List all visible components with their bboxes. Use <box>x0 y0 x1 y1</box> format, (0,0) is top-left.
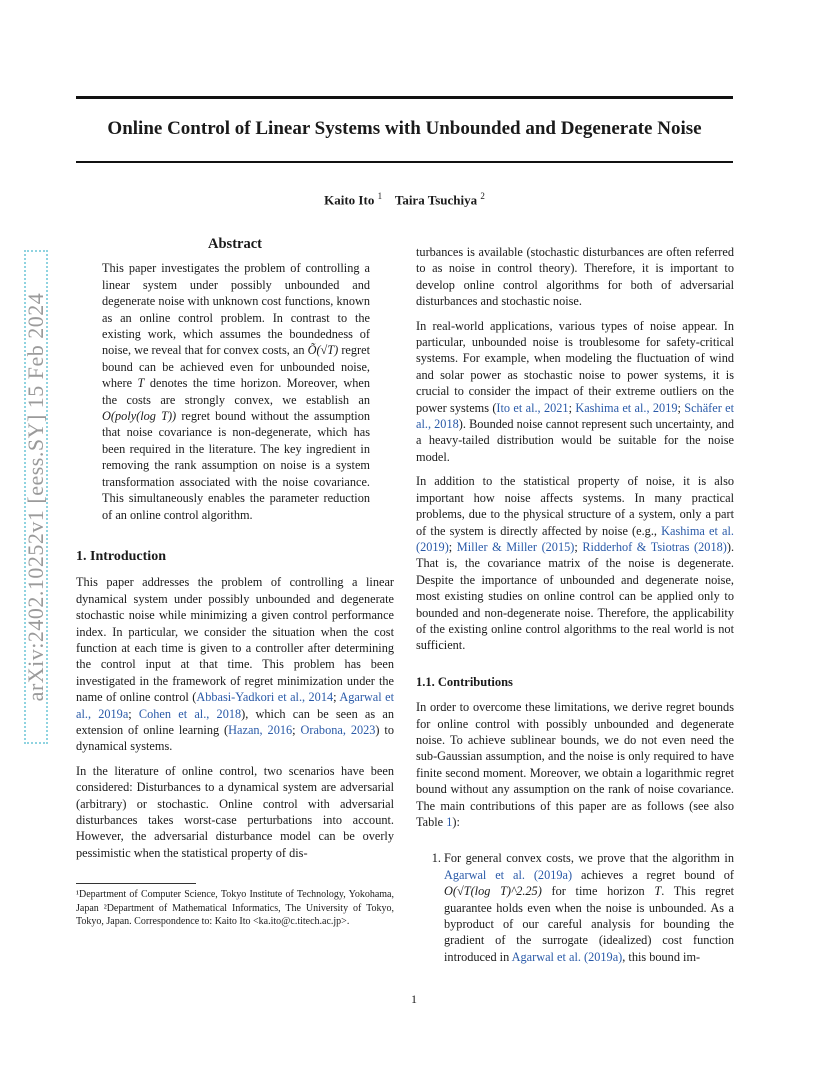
paragraph-text: For general convex costs, we prove that the algorithm in <box>444 851 734 866</box>
subsection-heading-contributions: 1.1. Contributions <box>416 674 513 689</box>
abstract-text: denotes the time horizon. Moreover, when the costs are strongly convex, we establish an <box>102 376 370 407</box>
title-bottom-rule <box>76 161 733 163</box>
separator: ; <box>677 400 685 415</box>
page-number: 1 <box>411 992 417 1006</box>
author-affiliation-mark: 2 <box>480 191 485 201</box>
abstract-text: This paper investigates the problem of controlling a linear system under possibly unbounded and degenerate noise with unknown cost functions, known as an online control problem. In contrast to the existing work, which assumes the boundedness of noise, we reveal that for convex costs, an <box>102 261 370 358</box>
paper-title: Online Control of Linear Systems with Unbounded and Degenerate Noise <box>107 118 702 139</box>
citation-link[interactable]: Cohen et al., 2018 <box>138 706 242 721</box>
paragraph-text: . This regret guarantee holds even when the noise is unbounded. As a byproduct of our careful analysis for bounding the gradient of the surrogate (idealized) cost function introduced in <box>444 884 734 964</box>
paragraph-text: In addition to the statistical property of noise, it is also important how noise affects systems. In many practical problems, due to the physical structure of a system, only a part of the system is directly affected by noise (e.g., <box>416 474 734 538</box>
paragraph-text: , this bound im- <box>622 949 701 964</box>
separator: ; <box>333 690 340 705</box>
citation-link[interactable]: Kashima et al. (2019) <box>416 523 734 554</box>
separator: ; <box>568 400 576 415</box>
author-name: Kaito Ito <box>324 192 375 208</box>
arxiv-stamp-text: arXiv:2402.10252v1 [eess.SY] 15 Feb 2024 <box>23 292 48 702</box>
citation-link[interactable]: Schäfer et al., 2018 <box>416 400 735 432</box>
paragraph-text: ). That is, the covariance matrix of the noise is degenerate. Despite the importance of unbounded and degenerate noise, most existing studies on online control can be applied only to bounded and non-degenerate noise. Therefore, the applicability of the existing online control algorithms to the real world is not sufficient. <box>416 539 735 653</box>
separator: ; <box>448 539 457 554</box>
left-column <box>76 236 394 869</box>
math-polylog: O(poly(log T)) <box>102 409 177 424</box>
paragraph-text: ) to dynamical systems. <box>76 722 394 754</box>
arxiv-stamp <box>24 250 48 744</box>
citation-link[interactable]: Hazan, 2016 <box>228 722 293 737</box>
abstract-heading: Abstract <box>208 236 262 252</box>
abstract-text: regret bound without the assumption that noise covariance is non-degenerate, which has been required in the literature. The key ingredient in removing the rank assumption on noise is a system transformation associated with the noise covariance. This simultaneously enables the parameter reduction of an online control algorithm. <box>102 409 371 522</box>
author-affiliation-mark: 1 <box>377 191 383 201</box>
citation-link[interactable]: Miller & Miller (2015) <box>456 539 575 554</box>
contributions-paragraph <box>416 699 734 830</box>
citation-link[interactable]: Ridderhof & Tsiotras (2018) <box>582 539 727 554</box>
citation-link[interactable]: Abbasi-Yadkori et al., 2014 <box>196 690 334 705</box>
author-list <box>76 191 733 208</box>
citation-link[interactable]: Agarwal et al. (2019a) <box>444 867 573 882</box>
citation-link[interactable]: Agarwal et al. (2019a) <box>511 949 623 964</box>
right-column <box>416 244 734 965</box>
contributions-list <box>416 850 734 965</box>
separator: ; <box>574 539 583 554</box>
citation-link[interactable]: Kashima et al., 2019 <box>575 400 678 415</box>
citation-link[interactable]: Orabona, 2023 <box>300 722 376 737</box>
paragraph-text: for time horizon <box>541 884 655 899</box>
paragraph-text: achieves a regret bound of <box>572 867 735 882</box>
math-regret-sqrt-t: Õ(√T) <box>307 343 339 358</box>
list-item <box>444 850 734 965</box>
paragraph-text: ): <box>452 815 460 829</box>
abstract-body <box>102 260 370 523</box>
paragraph-text: In order to overcome these limitations, we derive regret bounds for online control with possibly unbounded and degenerate noise. To achieve sublinear bounds, we do not even need the sub-Gaussian assumption, and the noise is only required to have finite second moment. Moreover, we obtain a logarithmic regret bound without any assumption on the rank of noise covariance. The main contributions of this paper are as follows (see also Table <box>416 700 734 829</box>
title-top-rule <box>76 96 733 99</box>
paragraph-text: This paper addresses the problem of controlling a linear dynamical system under possibly unbounded and degenerate stochastic noise while minimizing a given control performance index. In particular, we consider the situation when the cost function at each time is given to a controller after determining the control input at that time. This problem has been investigated in the framework of regret minimization under the name of online control ( <box>76 575 394 705</box>
separator: ; <box>292 722 301 737</box>
paragraph-text: In real-world applications, various types of noise appear. In particular, unbounded noise is troublesome for safety-critical systems. For example, when modeling the fluctuation of wind and solar power as stochastic noise to power systems, it is crucial to consider the impact of their extreme outliers on the power systems ( <box>416 318 734 415</box>
intro-paragraph <box>416 318 734 466</box>
math-t: T <box>654 884 662 899</box>
intro-paragraph: turbances is available (stochastic disturbances are often referred to as noise in control theory). Therefore, it is important to develop online control algorithms for both of adversarial disturbances and stochastic noise. <box>416 245 734 309</box>
paragraph-text: ), which can be seen as an extension of online learning ( <box>76 706 394 737</box>
citation-link[interactable]: Ito et al., 2021 <box>496 400 569 415</box>
section-heading-introduction: 1. Introduction <box>76 548 166 564</box>
affiliation-footnote: ¹Department of Computer Science, Tokyo Institute of Technology, Yokohama, Japan ²Department of Mathematical Informatics, The University of Tokyo, Tokyo, Japan. Correspondence to: Kaito Ito <ka.ito@c.titech.ac.jp>. <box>76 889 394 927</box>
abstract-text: regret bound can be achieved even for unbounded noise, where <box>102 343 370 391</box>
author-name: Taira Tsuchiya <box>394 192 478 208</box>
intro-paragraph <box>76 574 394 754</box>
citation-link[interactable]: Agarwal et al., 2019a <box>76 690 394 721</box>
intro-paragraph <box>416 473 734 653</box>
separator: ; <box>128 706 139 721</box>
footnote-rule <box>76 883 196 884</box>
paragraph-text: ). Bounded noise cannot represent such uncertainty, and a heavy-tailed distribution would be suitable for the noise model. <box>416 417 734 464</box>
table-reference-link[interactable]: 1 <box>446 815 453 829</box>
math-t: T <box>137 376 145 391</box>
intro-paragraph: In the literature of online control, two scenarios have been considered: Disturbances to a dynamical system are adversarial (arbitrary) or stochastic. Online control with adversarial disturbances takes worst-case perturbations into account. However, the adversarial disturbance model can be overly pessimistic when the statistical property of dis- <box>76 763 394 860</box>
math-regret-bound: O(√T(log T)^2.25) <box>444 884 542 899</box>
